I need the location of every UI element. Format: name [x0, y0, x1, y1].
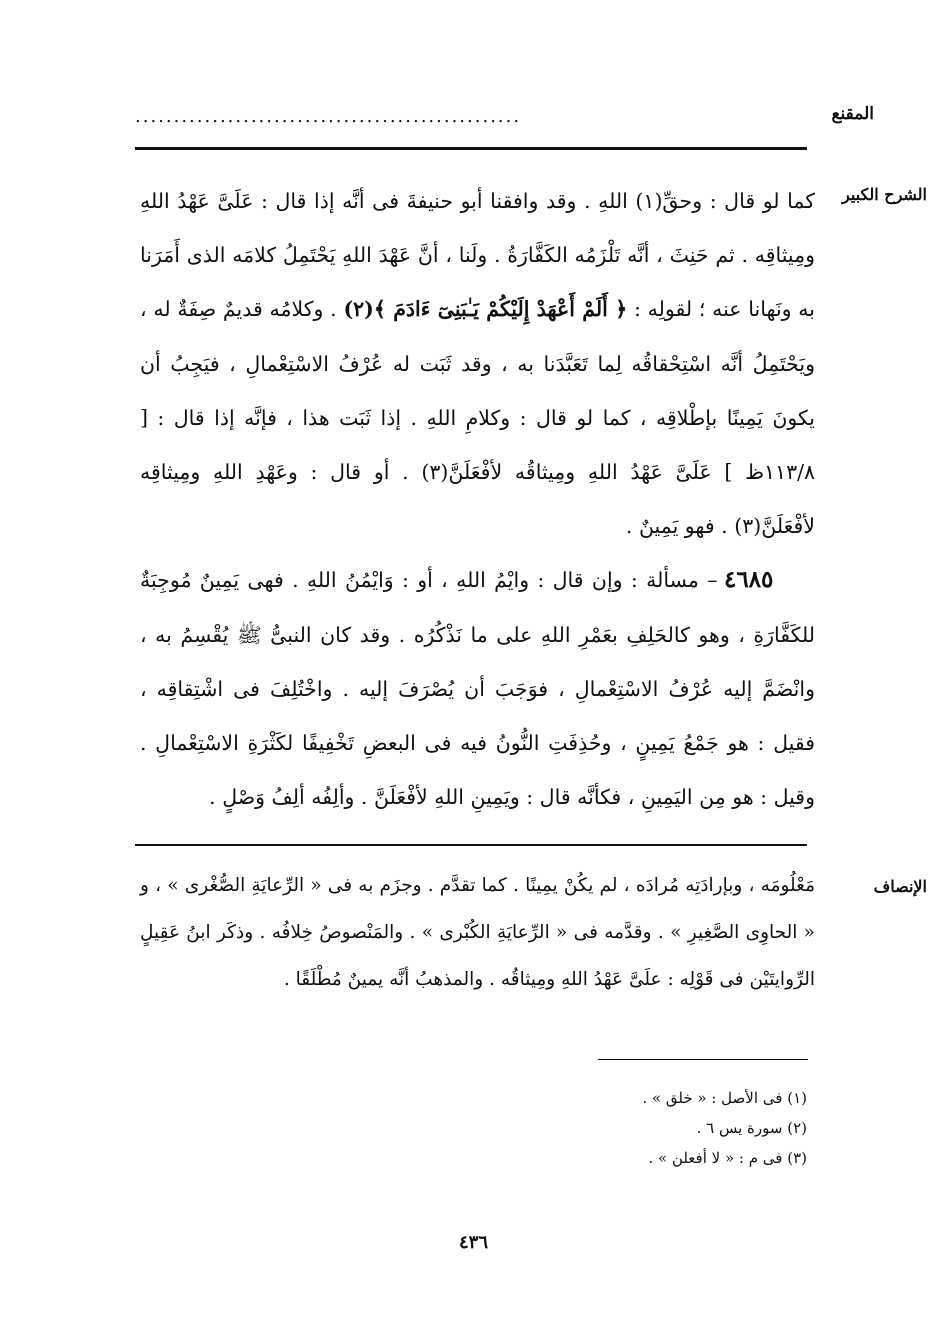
main-commentary	[140, 174, 815, 824]
main-paragraph-2	[140, 553, 815, 824]
quran-quote: ﴿ أَلَمْ أَعْهَدْ إِلَيْكُمْ يَـٰبَنِىٓ ءَادَمَ ﴾(٢)	[343, 297, 628, 322]
footnote-2: (٢) سورة يس ٦ .	[696, 1119, 807, 1137]
footnotes	[407, 1083, 807, 1173]
main-paragraph-1	[140, 174, 815, 553]
issue-text: – مسألة : وإن قال : وايْمُ اللهِ ، أو : وَايْمُنُ اللهِ . فهى يَمِينٌ مُوجِبَةٌ للكَفَّارَةِ ، وهو كالحَلِفِ بعَمْرِ اللهِ على ما نَذْكُرُه . وقد كان النبىُّ ﷺ يُقْسِمُ به ، وانْضَمَّ إليه عُرْفُ الاسْتِعْمالِ ، فوَجَبَ أن يُصْرَفَ إليه . واخْتُلِفَ فى اشْتِقاقِه ، فقيل : هو جَمْعُ يَمِينٍ ، وحُذِفَتِ النُّونُ فيه فى البعضِ تَخْفِيفًا لكَثْرَةِ الاسْتِعْمالِ . وقيل : هو مِن اليَمِينِ ، فكأنَّه قال : ويَمِينِ اللهِ لأفْعَلَنَّ . وألِفُه ألِفُ وَصْلٍ .	[140, 568, 815, 810]
section-label-sharh: الشرح الكبير	[842, 185, 927, 204]
footnote-rule	[598, 1059, 808, 1060]
running-title: المقنع	[831, 104, 874, 124]
section-label-insaf: الإنصاف	[873, 877, 927, 896]
insaf-commentary: مَعْلُومَه ، وبإرادَتِه مُرادَه ، لم يكُنْ يمِينًا . كما تقدَّم . وجزَم به فى « الرِّعايَةِ الصُّغْرى » ، و « الحاوِى الصَّغِيرِ » . وقدَّمه فى « الرِّعايَةِ الكُبْرى » . والمَنْصوصُ خِلافُه . وذكَر ابنُ عَقِيلٍ الرِّوايتَيْن فى قَوْلِه : علَىَّ عَهْدُ اللهِ ومِيثاقُه . والمذهبُ أنَّه يمينٌ مُطْلَقًا .	[140, 875, 815, 990]
header-rule	[135, 147, 807, 150]
footnote-1: (١) فى الأصل : « خلق » .	[642, 1089, 807, 1107]
header-dotted-leader: ..................................................	[135, 106, 522, 127]
section-divider	[135, 844, 807, 846]
page-number: ٤٣٦	[458, 1232, 488, 1253]
paragraph-text-continued: . وكلامُه قديمٌ صِفَةٌ له ، ويَحْتَمِلُ أنَّه اسْتِحْقاقُه لِما تَعَبَّدَنا به ، وقد ثَبَت له عُرْفُ الاسْتِعْمالِ ، فيَجِبُ أن يكونَ يَمِينًا بإطْلاقِه ، كما لو قال : وكلامِ اللهِ . إذا ثَبَت هذا ، فإنَّه إذا قال : [ ١١٣/٨ظ ] عَلَىَّ عَهْدُ اللهِ ومِيثاقُه لأفْعَلَنَّ(٣) . أو قال : وعَهْدِ اللهِ ومِيثاقِه لأفْعَلَنَّ(٣) . فهو يَمِينٌ .	[140, 297, 815, 539]
issue-number: ٤٦٨٥	[723, 566, 774, 594]
paragraph-text: كما لو قال : وحقِّ(١) اللهِ . وقد وافقنا أبو حنيفةَ فى أنَّه إذا قال : عَلَىَّ عَهْدُ اللهِ ومِيثاقِه . ثم حَنِثَ ، أنَّه تَلْزَمُه الكَفَّارَةُ . ولَنا ، أنَّ عَهْدَ اللهِ يَحْتَمِلُ كلامَه الذى أَمَرَنا به ونَهانا عنه ؛ لقولِه :	[140, 189, 815, 322]
footnote-3: (٣) فى م : « لا أفعلن » .	[648, 1149, 807, 1167]
